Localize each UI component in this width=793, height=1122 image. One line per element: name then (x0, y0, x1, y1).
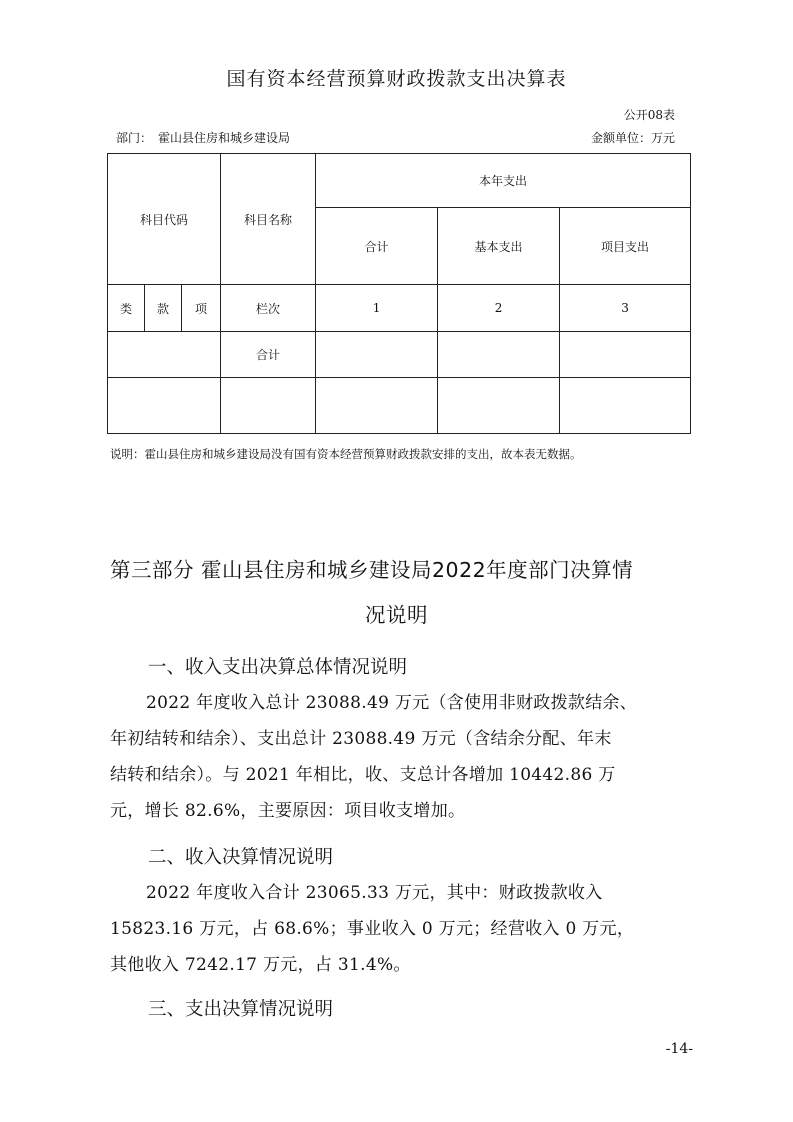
sub-kuan: 款 (145, 285, 182, 332)
header-current-year: 本年支出 (316, 154, 691, 208)
header-project: 项目支出 (560, 208, 691, 285)
paragraph-line: 15823.16 万元，占 68.6%；事业收入 0 万元；经营收入 0 万元， (110, 919, 635, 939)
index-3: 3 (560, 285, 691, 332)
header-subject-code: 科目代码 (108, 154, 221, 285)
header-total: 合计 (316, 208, 438, 285)
table-row (108, 378, 691, 434)
section-title-line2: 况说明 (365, 603, 428, 627)
table-row (108, 285, 691, 332)
paragraph-line: 其他收入 7242.17 万元，占 31.4%。 (110, 955, 411, 975)
heading-income: 二、收入决算情况说明 (148, 847, 334, 868)
heading-expenditure: 三、支出决算情况说明 (148, 999, 334, 1020)
unit-label: 金额单位：万元 (590, 131, 675, 145)
paragraph-line: 2022 年度收入总计 23088.49 万元（含使用非财政拨款结余、 (146, 693, 638, 713)
table-note: 说明：霍山县住房和城乡建设局没有国有资本经营预算财政拨款安排的支出，故本表无数据。 (110, 447, 582, 461)
row-index-label: 栏次 (221, 285, 316, 332)
heading-overview: 一、收入支出决算总体情况说明 (148, 657, 408, 678)
page-number: -14- (665, 1041, 693, 1057)
header-basic: 基本支出 (438, 208, 560, 285)
index-1: 1 (316, 285, 438, 332)
sub-lei: 类 (108, 285, 145, 332)
expenditure-table (107, 153, 691, 434)
section-title-line1: 第三部分 霍山县住房和城乡建设局2022年度部门决算情 (110, 558, 634, 582)
table-code: 公开08表 (623, 108, 675, 122)
paragraph-line: 年初结转和结余）、支出总计 23088.49 万元（含结余分配、年末 (110, 729, 612, 749)
paragraph-line: 2022 年度收入合计 23065.33 万元，其中：财政拨款收入 (146, 883, 603, 903)
paragraph-line: 结转和结余）。与 2021 年相比，收、支总计各增加 10442.86 万 (110, 765, 616, 785)
table-row (108, 332, 691, 378)
paragraph-line: 元，增长 82.6%，主要原因：项目收支增加。 (110, 801, 466, 821)
sub-xiang: 项 (182, 285, 221, 332)
department-label: 部门： 霍山县住房和城乡建设局 (116, 131, 291, 145)
table-title: 国有资本经营预算财政拨款支出决算表 (226, 68, 567, 90)
header-subject-name: 科目名称 (221, 154, 316, 285)
index-2: 2 (438, 285, 560, 332)
row-total-label: 合计 (221, 332, 316, 378)
